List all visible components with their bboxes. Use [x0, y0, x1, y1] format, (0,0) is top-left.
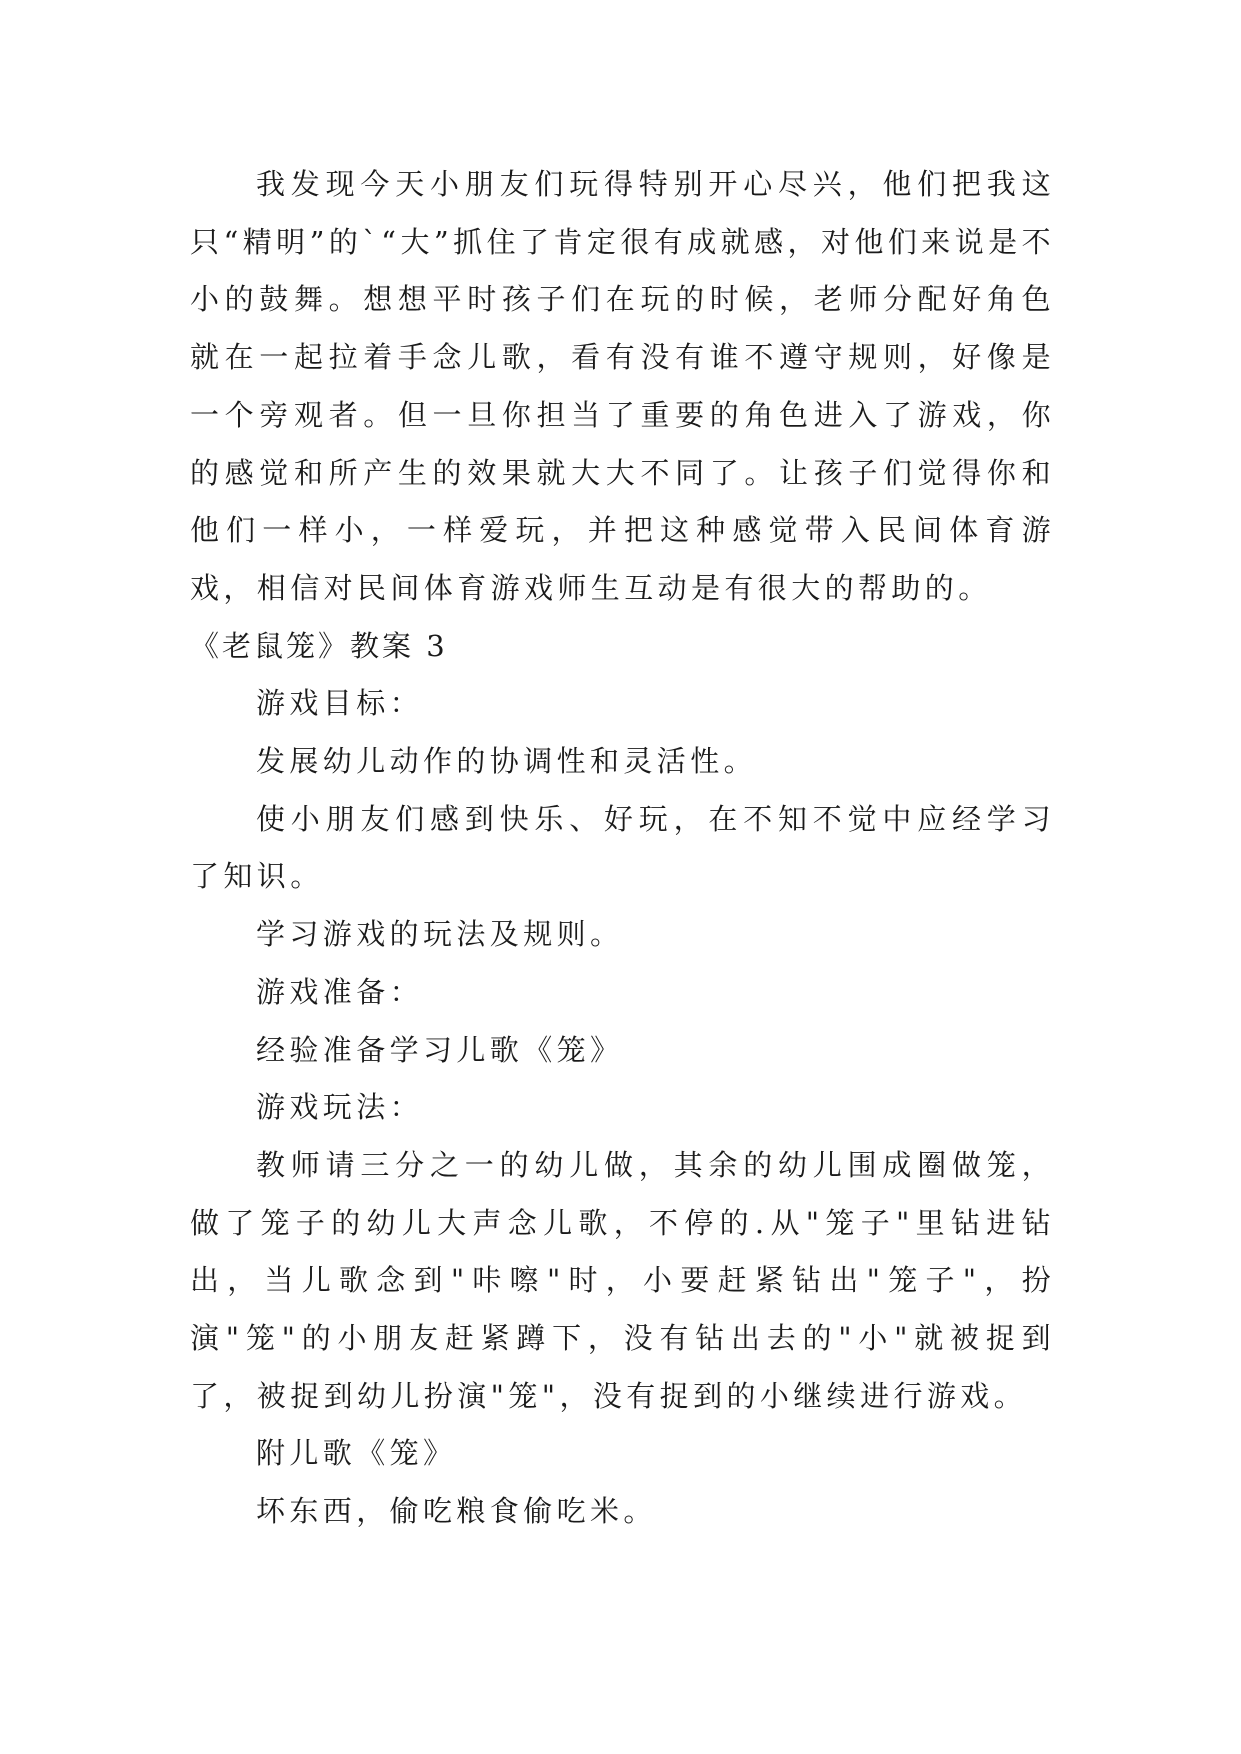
- paragraph-game-goal-label: 游戏目标：: [256, 686, 424, 721]
- paragraph-reflection: 我发现今天小朋友们玩得特别开心尽兴，他们把我这只“精明”的`“大”抓住了肯定很有成就感，对他们来说是不小的鼓舞。想想平时孩子们在玩的时候，老师分配好角色就在一起拉着手念儿歌，看有没有谁不遵守规则，好像是一个旁观者。但一旦你担当了重要的角色进入了游戏，你的感觉和所产生的效果就大大不同了。让孩子们觉得你和他们一样小，一样爱玩，并把这种感觉带入民间体育游戏，相信对民间体育游戏师生互动是有很大的帮助的。: [190, 167, 1055, 605]
- paragraph-goal-2: 使小朋友们感到快乐、好玩，在不知不觉中应经学习了知识。: [190, 801, 1055, 894]
- paragraph-preparation: 经验准备学习儿歌《笼》: [256, 1032, 624, 1067]
- paragraph-goal-3: 学习游戏的玩法及规则。: [256, 917, 624, 952]
- document-body: [190, 156, 1055, 1541]
- paragraph-preparation-label: 游戏准备：: [256, 974, 424, 1009]
- section-heading: 《老鼠笼》教案 3: [190, 628, 448, 663]
- paragraph-song-title: 附儿歌《笼》: [256, 1436, 457, 1471]
- paragraph-song-line: 坏东西，偷吃粮食偷吃米。: [256, 1494, 657, 1529]
- paragraph-gameplay-label: 游戏玩法：: [256, 1090, 424, 1125]
- paragraph-goal-1: 发展幼儿动作的协调性和灵活性。: [256, 744, 758, 779]
- paragraph-gameplay: 教师请三分之一的幼儿做，其余的幼儿围成圈做笼，做了笼子的幼儿大声念儿歌，不停的.从"笼子"里钻进钻出，当儿歌念到"咔嚓"时，小要赶紧钻出"笼子"，扮演"笼"的小朋友赶紧蹲下，没有钻出去的"小"就被捉到了，被捉到幼儿扮演"笼"，没有捉到的小继续进行游戏。: [190, 1147, 1055, 1413]
